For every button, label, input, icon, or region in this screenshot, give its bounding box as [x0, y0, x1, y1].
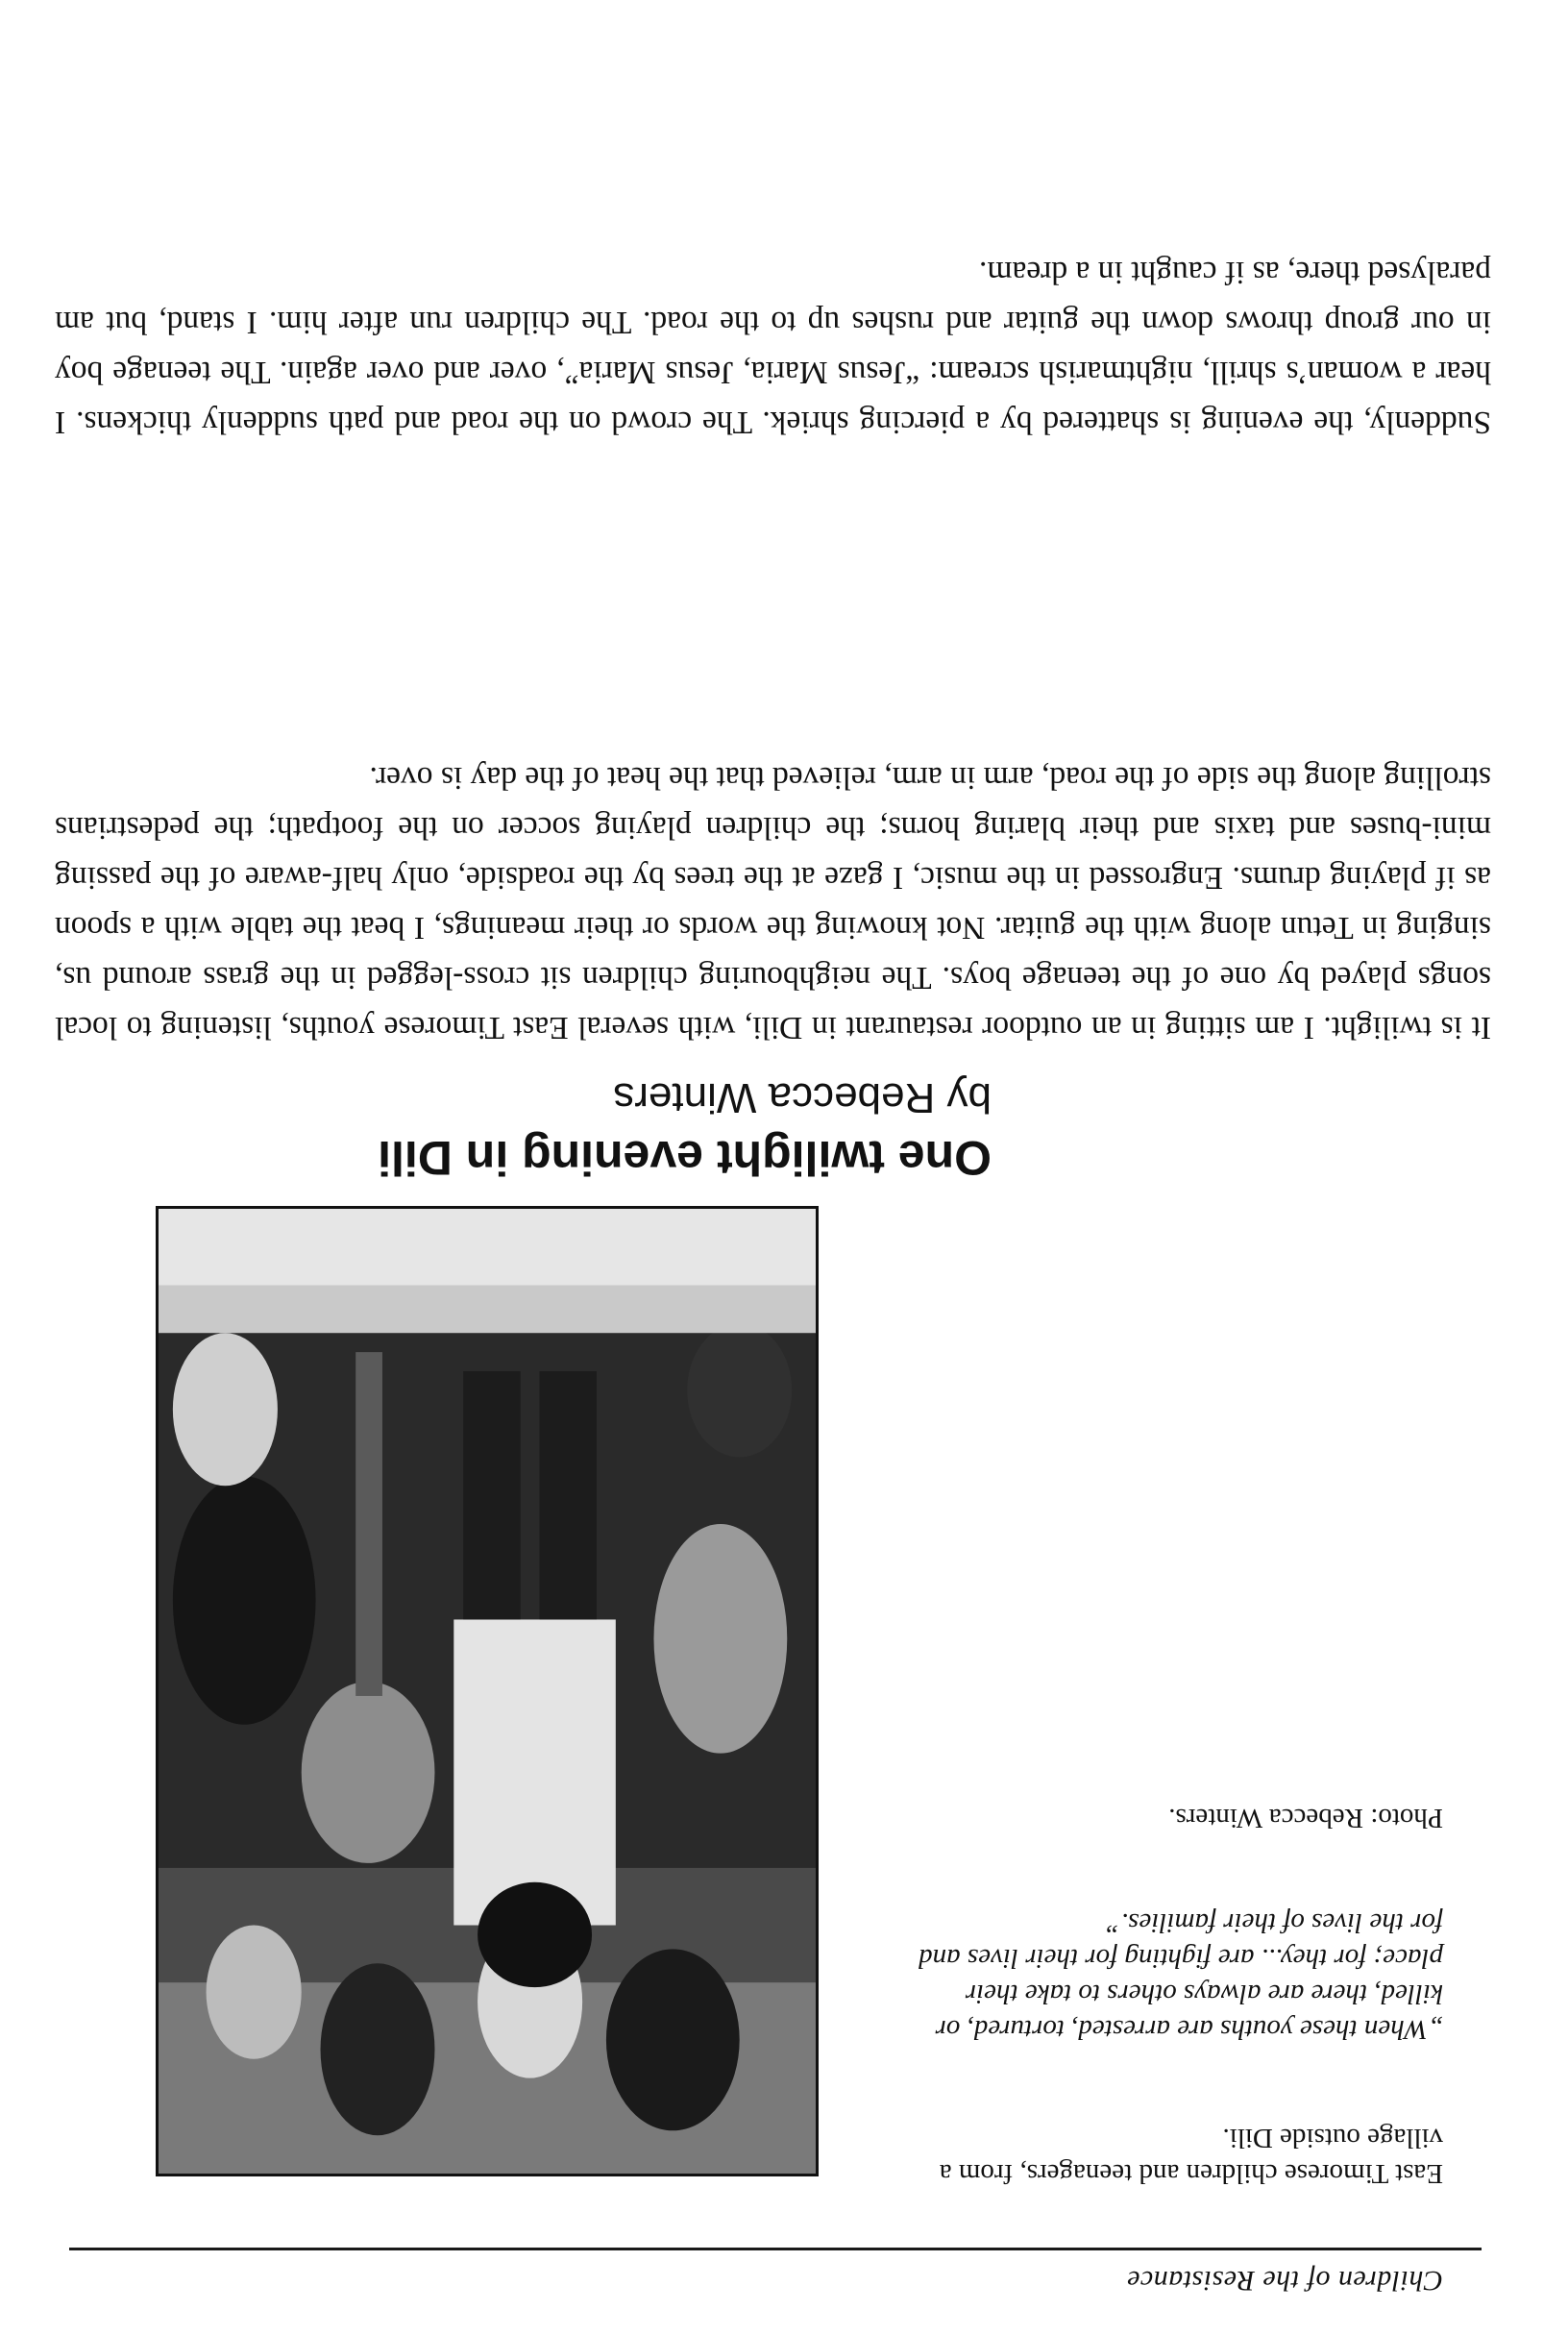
article-photo [156, 1206, 819, 2176]
photo-quote: „When these youths are arrested, tortured, or killed, there are always others to take their place; for they... are fighting for their lives and for the lives of their families.” [919, 1907, 1443, 2045]
paragraph: It is twilight. I am sitting in an outdoor restaurant in Dili, with several East Timorese youths, listening to local songs played by one of the teenage boys. The neighbouring children sit cross-legged in the grass around us, singing in Tetun along with the guitar. Not knowing the words or their meanings, I beat the table with a spoon as if playing drums. Engrossed in the music, I gaze at the trees by the roadside, only half-aware of the passing mini-buses and taxis and their blaring horns; the children playing soccer on the footpath; the pedestrians strolling along the side of the road, arm in arm, relieved that the heat of the day is over. [55, 760, 1491, 1045]
header-rule [69, 2248, 1482, 2250]
photo-caption: East Timorese children and teenagers, from a village outside Dili. [939, 2123, 1443, 2189]
article-title: One twilight evening in Dili [378, 1131, 992, 1185]
running-header: Children of the Resistance [1126, 2265, 1443, 2297]
article-byline: by Rebecca Winters [613, 1074, 992, 1121]
photo-illustration [159, 1209, 816, 2174]
paragraph: Suddenly, the evening is shattered by a piercing shriek. The crowd on the road and path suddenly thickens. I hear a woman’s shrill, nightmarish scream: “Jesus Maria, Jesus Maria”, over and over again. The teenage boy in our group throws down the guitar and rushes up to the road. The children run after him. I stand, but am paralysed there, as if caught in a dream. [55, 255, 1491, 440]
photo-credit: Photo: Rebecca Winters. [1168, 1803, 1443, 1833]
